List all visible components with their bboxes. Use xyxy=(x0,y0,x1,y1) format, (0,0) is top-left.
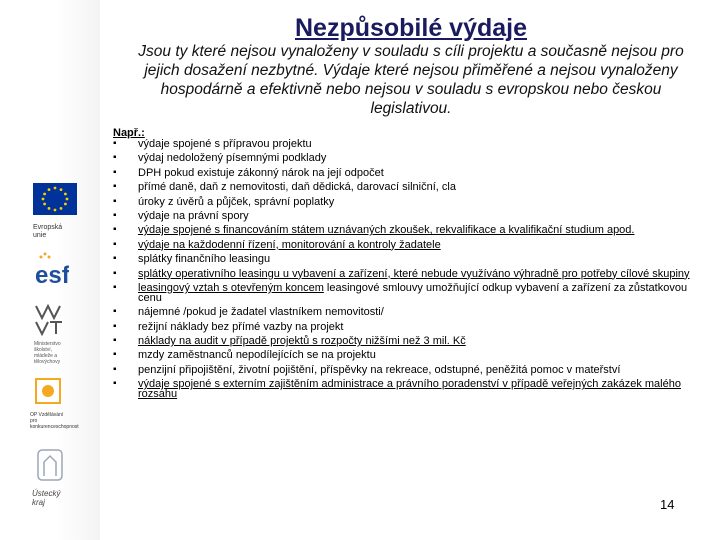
list-item-text: nájemné /pokud je žadatel vlastníkem nemovitosti/ xyxy=(138,306,384,319)
list-item xyxy=(113,336,713,346)
list-item-text: DPH pokud existuje zákonný nárok na její odpočet xyxy=(138,166,384,179)
list-item-underlined-text: splátky operativního leasingu u vybavení a zařízení, které nebude využíváno výhradně pro potřeby cílové skupiny xyxy=(138,267,690,280)
bullet-icon: ▪ xyxy=(113,166,117,178)
eu-flag-logo xyxy=(33,183,77,240)
esf-wordmark: esf xyxy=(35,262,69,287)
msmt-mark-icon xyxy=(34,304,64,336)
list-item xyxy=(113,269,713,279)
bullet-icon: ▪ xyxy=(113,209,117,221)
bullet-icon: ▪ xyxy=(113,281,117,293)
list-item-text: splátky finančního leasingu xyxy=(138,253,271,266)
logo-sidebar xyxy=(0,0,100,540)
kraj-logo xyxy=(32,448,72,507)
list-item-text: mzdy zaměstnanců nepodílejících se na projektu xyxy=(138,349,376,362)
bullet-icon: ▪ xyxy=(113,320,117,332)
page-number: 14 xyxy=(660,497,675,512)
list-item-underlined-text: výdaje na každodenní řízení, monitorování a kontroly žadatele xyxy=(138,238,441,251)
esf-star-icon xyxy=(35,251,69,287)
op-logo xyxy=(30,375,79,430)
list-item xyxy=(113,379,713,399)
list-item-text: výdaje na právní spory xyxy=(138,209,249,222)
list-item xyxy=(113,139,713,149)
list-item xyxy=(113,240,713,250)
list-item-underlined-text: náklady na audit v případě projektů s rozpočty nižšími než 3 mil. Kč xyxy=(138,335,466,348)
msmt-caption: Ministerstvo školství, mládeže a tělovýchovy xyxy=(34,341,61,365)
list-item xyxy=(113,153,713,163)
bullet-icon: ▪ xyxy=(113,378,117,390)
list-item-text: výdaje spojené s přípravou projektu xyxy=(138,138,312,150)
list-item xyxy=(113,197,713,207)
bullet-icon: ▪ xyxy=(113,349,117,361)
kraj-crest-icon xyxy=(32,448,68,484)
msmt-logo xyxy=(34,304,68,365)
bullet-icon: ▪ xyxy=(113,152,117,164)
bullet-icon: ▪ xyxy=(113,224,117,236)
slide-title: Nezpůsobilé výdaje xyxy=(294,14,528,42)
list-item-rest-text: leasingové smlouvy umožňující odkup vybavení a zařízení za zůstatkovou cenu xyxy=(138,281,688,304)
list-item xyxy=(113,225,713,235)
bullet-icon: ▪ xyxy=(113,195,117,207)
slide-subtitle: Jsou ty které nejsou vynaloženy v souladu s cíli projektu a současně nejsou pro jejich dosažení nezbytné. Výdaje které nejsou přiměřené a nejsou vynaloženy hospodárně a efektivně nebo nejsou v souladu s evropskou nebo českou legislativou. xyxy=(138,43,684,117)
list-item-text: výdaj nedoložený písemnými podklady xyxy=(138,152,327,165)
eu-caption: Evropská unie xyxy=(33,224,63,239)
list-item-underlined-text: výdaje spojené s externím zajištěním administrace a právního poradenství v případě veřejných zakázek malého rozsahu xyxy=(138,378,681,401)
kraj-caption: Ústecký kraj xyxy=(32,489,61,507)
bullet-icon: ▪ xyxy=(113,363,117,375)
bullet-icon: ▪ xyxy=(113,238,117,250)
list-item-underlined-text: výdaje spojené s financováním státem uznávaných zkoušek, rekvalifikace a kvalifikační studium apod. xyxy=(138,224,635,237)
bullet-icon: ▪ xyxy=(113,306,117,318)
list-item-text: přímé daně, daň z nemovitosti, daň dědická, darovací silniční, cla xyxy=(138,181,456,194)
bullet-icon: ▪ xyxy=(113,253,117,265)
esf-logo xyxy=(35,251,69,292)
list-item xyxy=(113,254,713,264)
list-item xyxy=(113,322,713,332)
example-label: Např.: xyxy=(113,127,145,139)
list-item xyxy=(113,182,713,192)
ineligible-expenses-list xyxy=(113,139,713,404)
list-item-text: penzijní připojištění, životní pojištění, příspěvky na rekreace, odstupné, peněžitá pomoc v mateřství xyxy=(138,363,621,376)
eu-flag-icon xyxy=(33,183,77,219)
bullet-icon: ▪ xyxy=(113,335,117,347)
list-item-underlined-text: leasingový vztah s otevřeným koncem xyxy=(138,281,324,294)
bullet-icon: ▪ xyxy=(113,138,117,149)
list-item-text: režijní náklady bez přímé vazby na projekt xyxy=(138,320,344,333)
list-item xyxy=(113,168,713,178)
list-item xyxy=(113,211,713,221)
list-item xyxy=(113,307,713,317)
op-caption: OP Vzdělávání pro konkurenceschopnost xyxy=(30,412,79,430)
op-logo-icon xyxy=(30,375,66,407)
list-item xyxy=(113,283,713,303)
list-item-text: úroky z úvěrů a půjček, správní poplatky xyxy=(138,195,335,208)
bullet-icon: ▪ xyxy=(113,267,117,279)
list-item xyxy=(113,365,713,375)
list-item xyxy=(113,350,713,360)
bullet-icon: ▪ xyxy=(113,181,117,193)
